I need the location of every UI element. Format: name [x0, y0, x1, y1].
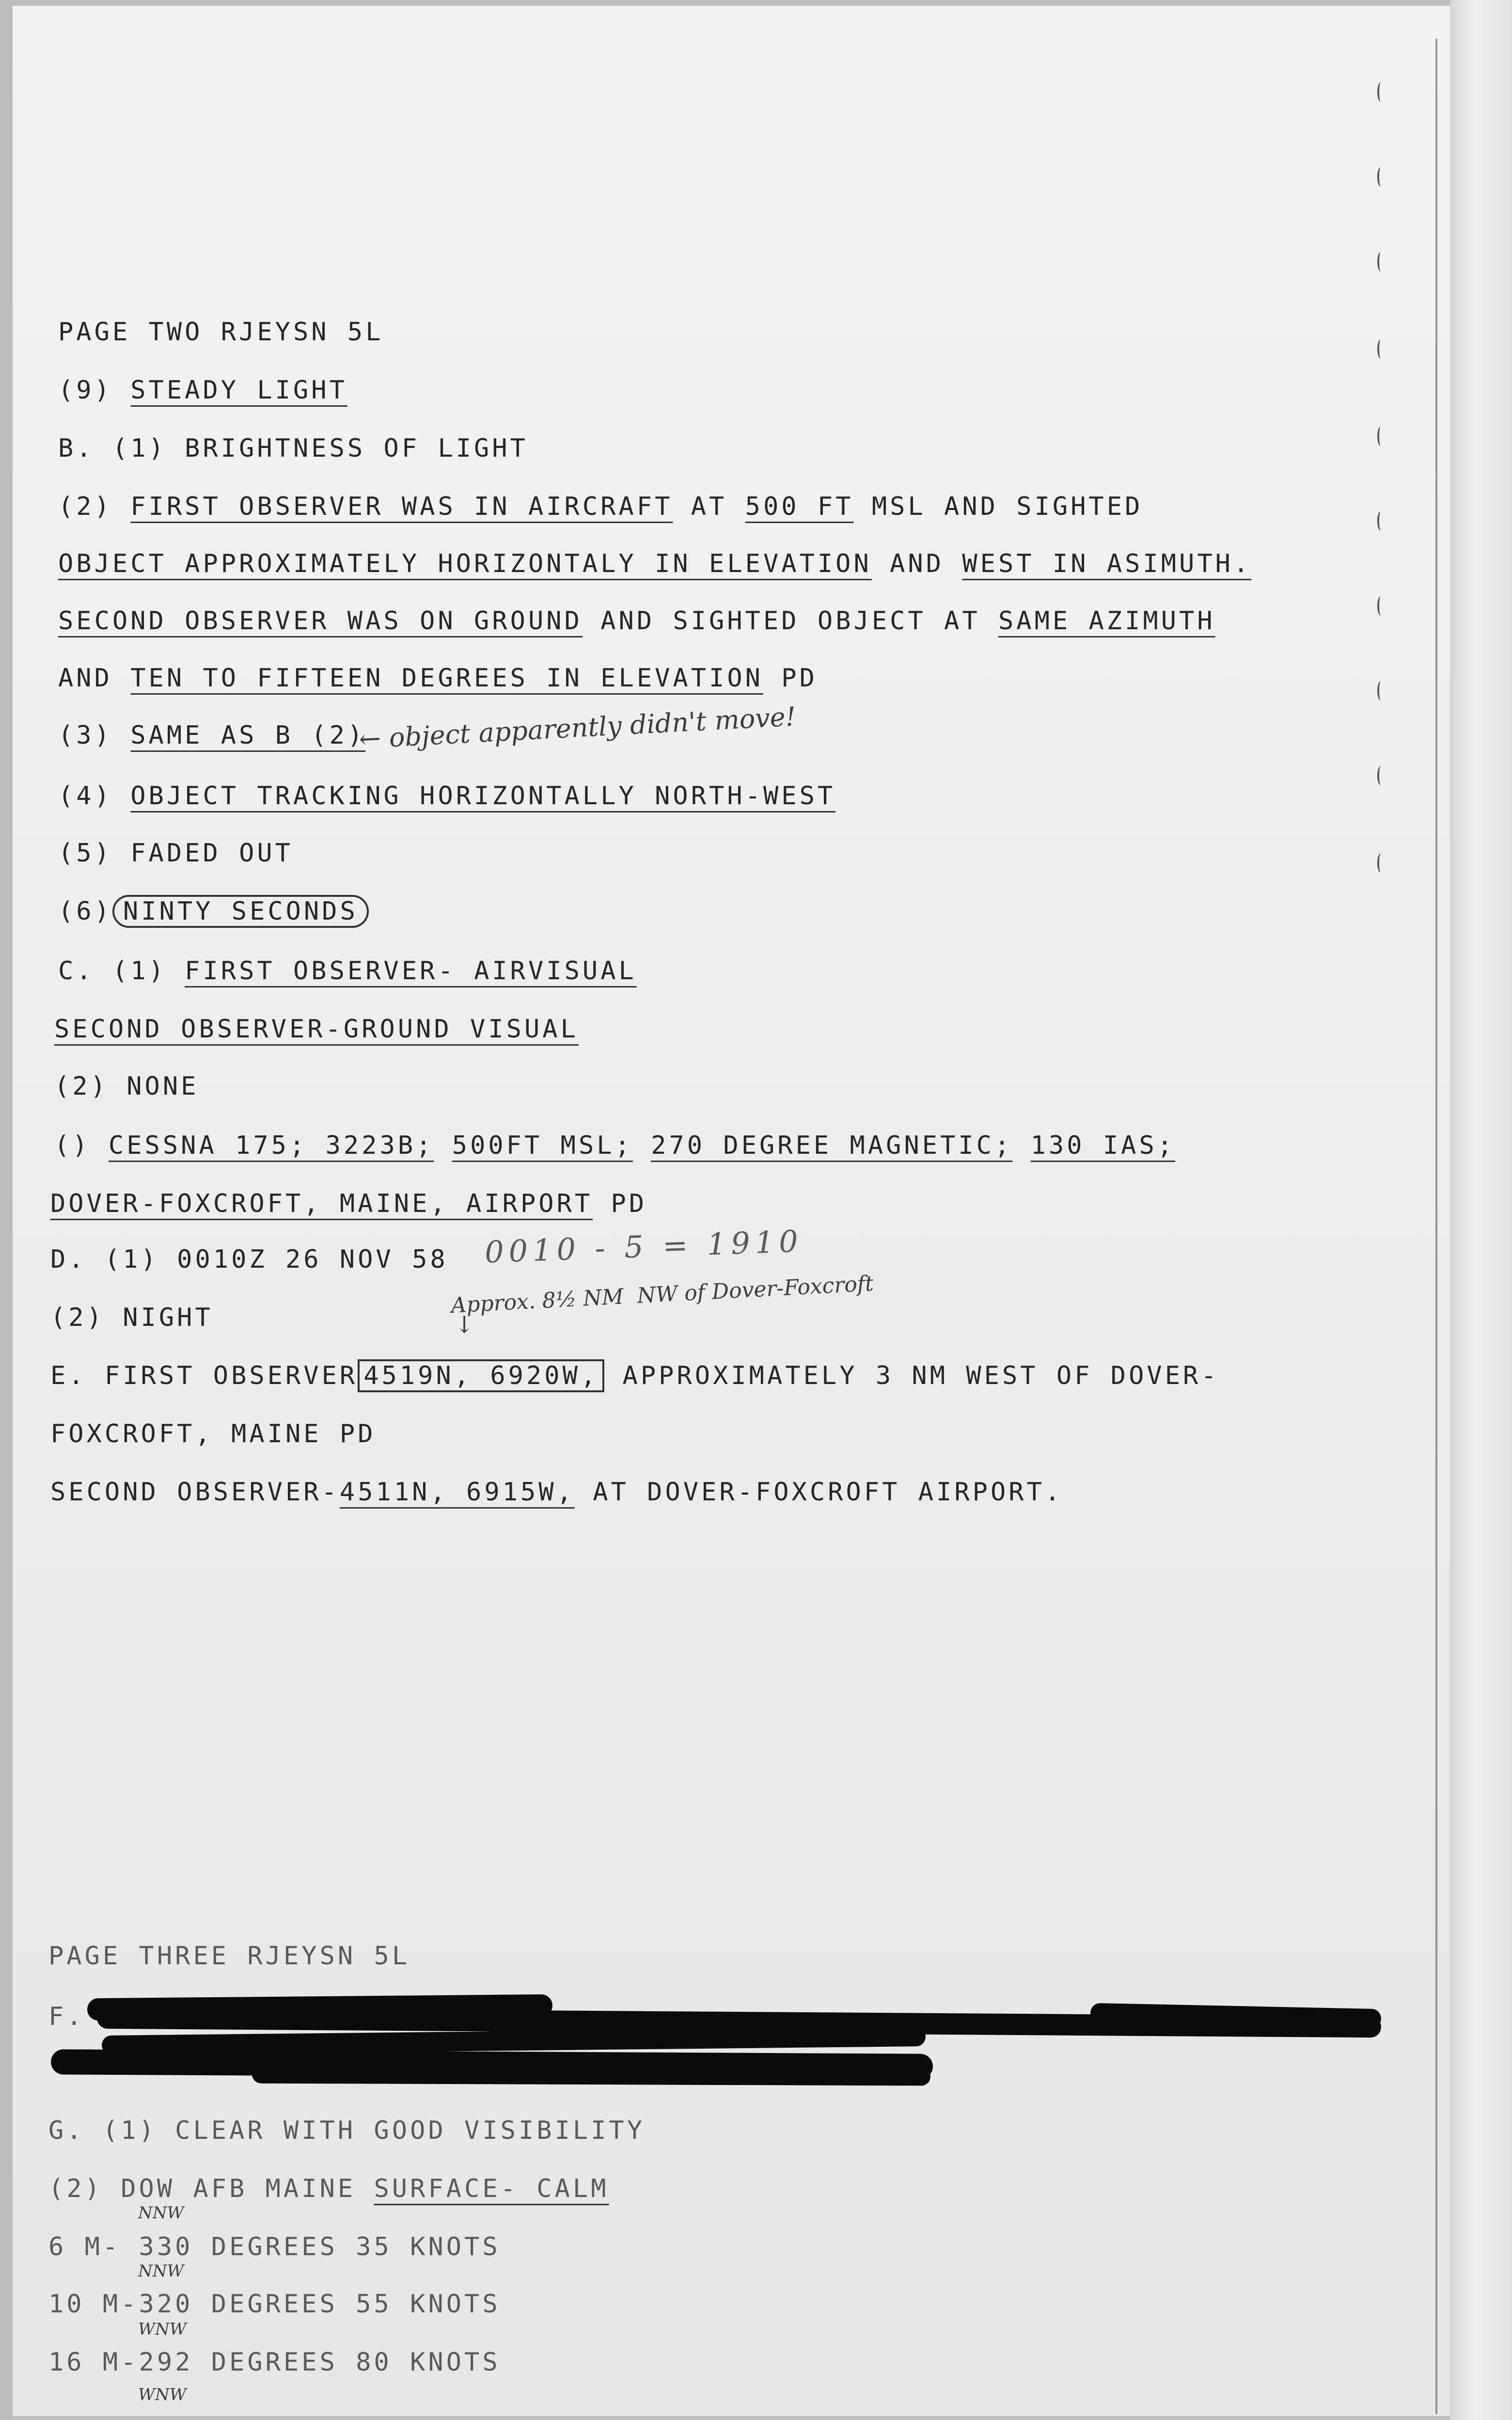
item-wind-10m: 10 M-320 DEGREES 55 KNOTS [48, 2290, 501, 2319]
margin-mark [1377, 82, 1384, 102]
boxed-coordinates: 4519N, 6920W, [358, 1359, 604, 1392]
handwritten-direction: WNW [138, 2385, 187, 2404]
redaction-bar [252, 2065, 930, 2086]
item-b4: (4) OBJECT TRACKING HORIZONTALLY NORTH-WEST [58, 781, 836, 811]
handwritten-time-conversion: 0010 - 5 = 1910 [484, 1223, 803, 1270]
handwritten-direction: NNW [138, 2203, 184, 2223]
item-g1: G. (1) CLEAR WITH GOOD VISIBILITY [48, 2116, 646, 2145]
item-b5: (5) FADED OUT [58, 839, 293, 868]
item-c1-line1: C. (1) FIRST OBSERVER- AIRVISUAL [58, 956, 637, 986]
item-c3-line2: DOVER-FOXCROFT, MAINE, AIRPORT PD [50, 1189, 647, 1218]
item-f: F. [48, 2002, 85, 2031]
page-three-header: PAGE THREE RJEYSN 5L [48, 1942, 410, 1971]
handwritten-direction: WNW [138, 2320, 187, 2339]
film-edge [1450, 0, 1512, 2420]
item-b2-line3: SECOND OBSERVER WAS ON GROUND AND SIGHTED OBJECT AT SAME AZIMUTH [58, 606, 1215, 636]
handwritten-position-note: Approx. 8½ NM NW of Dover-Foxcroft [450, 1271, 874, 1318]
margin-mark [1377, 853, 1384, 873]
page-two-header: PAGE TWO RJEYSN 5L [58, 318, 384, 347]
page-border-line [1435, 39, 1437, 2414]
item-b1: B. (1) BRIGHTNESS OF LIGHT [58, 434, 528, 463]
arrow-down-icon: ↓ [455, 1311, 474, 1338]
item-e-line3: SECOND OBSERVER-4511N, 6915W, AT DOVER-FOXCROFT AIRPORT. [50, 1478, 1063, 1507]
item-d2: (2) NIGHT [50, 1303, 213, 1332]
margin-mark [1377, 167, 1384, 187]
margin-mark [1377, 339, 1384, 359]
item-g2: (2) DOW AFB MAINE SURFACE- CALM [48, 2174, 609, 2203]
item-c3-line1: () CESSNA 175; 3223B; 500FT MSL; 270 DEGREE MAGNETIC; 130 IAS; [54, 1131, 1176, 1160]
item-e-line2: FOXCROFT, MAINE PD [50, 1419, 376, 1449]
circled-duration: NINTY SECONDS [112, 895, 369, 928]
margin-mark [1377, 252, 1384, 271]
handwritten-note-object-didnt-move: ← object apparently didn't move! [358, 701, 797, 755]
item-a9: (9) STEADY LIGHT [58, 376, 347, 405]
item-wind-16m: 16 M-292 DEGREES 80 KNOTS [48, 2348, 501, 2377]
item-c2: (2) NONE [54, 1072, 199, 1101]
margin-mark [1377, 681, 1384, 701]
item-e-line1: E. FIRST OBSERVER 4519N, 6920W, APPROXIMATELY 3 NM WEST OF DOVER- [50, 1361, 1219, 1390]
item-b2-line1: (2) FIRST OBSERVER WAS IN AIRCRAFT AT 500 FT MSL AND SIGHTED [58, 492, 1143, 521]
margin-mark [1377, 427, 1384, 446]
item-b2-line2: OBJECT APPROXIMATELY HORIZONTALY IN ELEVATION AND WEST IN ASIMUTH. [58, 549, 1252, 578]
item-b3: (3) SAME AS B (2) [58, 721, 366, 750]
margin-mark [1377, 511, 1384, 531]
handwritten-direction: NNW [138, 2261, 184, 2281]
item-b6: (6) NINTY SECONDS [58, 897, 369, 926]
margin-mark [1377, 596, 1384, 616]
item-wind-6m: 6 M- 330 DEGREES 35 KNOTS [48, 2232, 501, 2261]
item-b2-line4: AND TEN TO FIFTEEN DEGREES IN ELEVATION PD [58, 664, 818, 693]
margin-mark [1377, 766, 1384, 785]
item-d1: D. (1) 0010Z 26 NOV 58 [50, 1245, 448, 1274]
item-c1-line2: SECOND OBSERVER-GROUND VISUAL [54, 1015, 579, 1044]
